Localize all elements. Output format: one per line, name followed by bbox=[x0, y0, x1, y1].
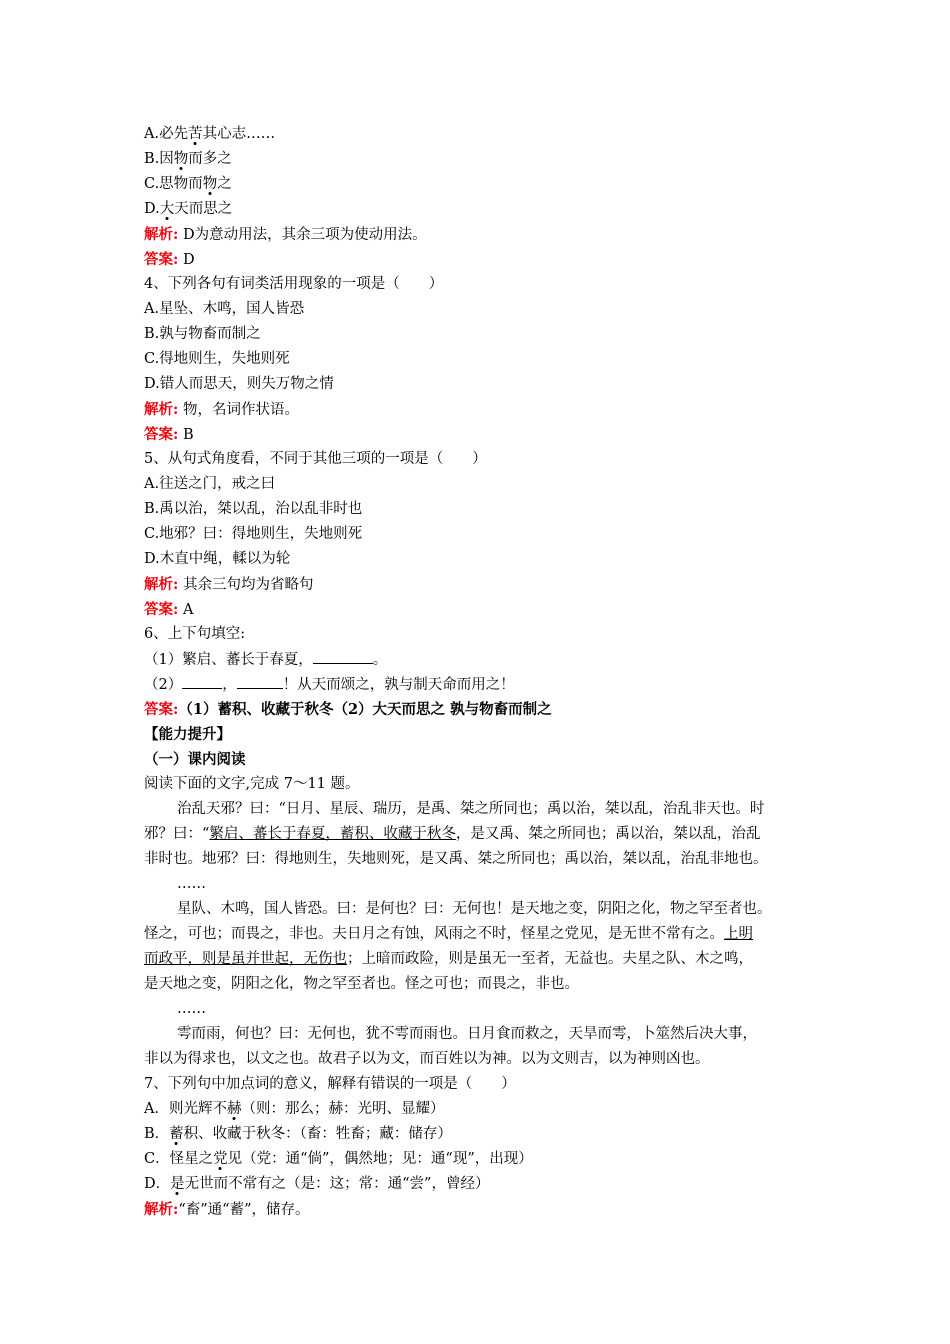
q6-line-2: （2） ， ！从天而颂之，孰与制天命而用之！ bbox=[144, 672, 824, 697]
q3-option-d: D.大天而思之 bbox=[144, 201, 233, 217]
passage-line: 治乱天邪？曰：“日月、星辰、瑞历，是禹、桀之所同也；禹以治，桀以乱，治乱非天也。时 bbox=[177, 801, 765, 817]
emphasis-dot-char: 大 bbox=[159, 201, 175, 217]
passage-ellipsis: …… bbox=[177, 1001, 206, 1017]
emphasis-dot-char: 苦 bbox=[188, 126, 203, 142]
passage-line: 邪？曰：“繁启、蕃长于春夏，蓄积、收藏于秋冬，是又禹、桀之所同也；禹以治，桀以乱，治乱 bbox=[144, 826, 761, 842]
q4-answer: 答案: B bbox=[144, 426, 194, 443]
passage-line: 怪之，可也；而畏之，非也。夫日月之有蚀，风雨之不时，怪星之党见，是无世不常有之。上明 bbox=[144, 926, 753, 942]
q7-analysis: 解析:“畜”通“蓄”，储存。 bbox=[144, 1201, 310, 1218]
fill-blank bbox=[313, 647, 373, 664]
q6-question: 6、上下句填空: bbox=[144, 626, 246, 642]
passage-line: 非时也。地邪？曰：得地则生，失地则死，是又禹、桀之所同也；禹以治，桀以乱，治乱非地也。 bbox=[144, 851, 768, 867]
analysis-label: 解析: bbox=[144, 226, 179, 243]
q7-option-d: D．是无世而不常有之（是：这；常：通“尝”，曾经） bbox=[144, 1176, 490, 1192]
q5-analysis: 解析: 其余三句均为省略句 bbox=[144, 576, 314, 593]
q7-option-c: C．怪星之党见（党：通“倘”，偶然地；见：通“现”，出现） bbox=[144, 1151, 533, 1167]
q6-line-1: （1）繁启、蕃长于春夏， 。 bbox=[144, 647, 824, 672]
document-body bbox=[144, 122, 824, 1222]
answer-label: 答案: bbox=[144, 251, 179, 268]
q4-option-c: C.得地则生，失地则死 bbox=[144, 351, 290, 367]
emphasis-dot-char: 党 bbox=[213, 1151, 228, 1167]
q7-option-a: A．则光辉不赫（则：那么；赫：光明、显耀） bbox=[144, 1101, 445, 1117]
q3-answer: 答案: D bbox=[144, 251, 195, 268]
emphasis-dot-char: 物 bbox=[202, 176, 218, 192]
passage-ellipsis: …… bbox=[177, 876, 206, 892]
underlined-text: 而政平，则是虽并世起，无伤也 bbox=[144, 951, 347, 967]
passage-line: 星队、木鸣，国人皆恐。曰：是何也？曰：无何也！是天地之变，阴阳之化，物之罕至者也。 bbox=[177, 901, 772, 917]
analysis-label: 解析: bbox=[144, 1201, 179, 1218]
q4-option-d: D.错人而思天，则失万物之情 bbox=[144, 376, 334, 392]
q5-question: 5、从句式角度看，不同于其他三项的一项是（ ） bbox=[144, 451, 487, 467]
analysis-label: 解析: bbox=[144, 576, 179, 593]
answer-label: 答案: bbox=[144, 701, 179, 718]
q4-analysis: 解析: 物，名词作状语。 bbox=[144, 401, 299, 418]
fill-blank bbox=[182, 672, 222, 689]
emphasis-dot-char: 物 bbox=[173, 151, 189, 167]
underlined-text: 繁启、蕃长于春夏，蓄积、收藏于秋冬 bbox=[209, 826, 456, 842]
emphasis-dot-char: 赫 bbox=[226, 1101, 242, 1117]
q5-option-b: B.禹以治，桀以乱，治以乱非时也 bbox=[144, 501, 363, 517]
analysis-label: 解析: bbox=[144, 401, 179, 418]
passage-line: 而政平，则是虽并世起，无伤也；上暗而政险，则是虽无一至者，无益也。夫星之队、木之鸣， bbox=[144, 951, 753, 967]
q7-question: 7、下列句中加点词的意义，解释有错误的一项是（ ） bbox=[144, 1076, 516, 1092]
answer-label: 答案: bbox=[144, 426, 179, 443]
fill-blank bbox=[237, 672, 283, 689]
q5-option-c: C.地邪？曰：得地则生，失地则死 bbox=[144, 526, 363, 542]
answer-label: 答案: bbox=[144, 601, 179, 618]
q3-option-a: A.必先苦其心志…… bbox=[144, 126, 276, 142]
q5-option-a: A.往送之门，戒之曰 bbox=[144, 476, 276, 492]
q5-option-d: D.木直中绳，輮以为轮 bbox=[144, 551, 291, 567]
q3-option-b: B.因物而多之 bbox=[144, 151, 232, 167]
underlined-text: 上明 bbox=[724, 926, 753, 942]
q6-answer: 答案:（1）蓄积、收藏于秋冬（2）大天而思之 孰与物畜而制之 bbox=[144, 701, 552, 718]
q4-option-a: A.星坠、木鸣，国人皆恐 bbox=[144, 301, 305, 317]
section-title: 【能力提升】 bbox=[144, 726, 231, 743]
reading-passage bbox=[144, 797, 824, 1072]
emphasis-dot-char: 是 bbox=[170, 1176, 185, 1192]
q4-option-b: B.孰与物畜而制之 bbox=[144, 326, 261, 342]
q7-option-b: B．蓄积、收藏于秋冬：（畜：牲畜；藏：储存） bbox=[144, 1126, 452, 1142]
passage-line: 非以为得求也，以文之也。故君子以为文，而百姓以为神。以为文则吉，以为神则凶也。 bbox=[144, 1051, 710, 1067]
emphasis-dot-char: 蓄 bbox=[169, 1126, 184, 1142]
passage-line: 雩而雨，何也？曰：无何也，犹不雩而雨也。日月食而救之，天旱而雩，卜筮然后决大事， bbox=[177, 1026, 757, 1042]
q5-answer: 答案: A bbox=[144, 601, 194, 618]
passage-line: 是天地之变，阴阳之化，物之罕至者也。怪之可也；而畏之，非也。 bbox=[144, 976, 579, 992]
section-subtitle: （一）课内阅读 bbox=[144, 751, 246, 768]
reading-intro: 阅读下面的文字,完成 7～11 题。 bbox=[144, 776, 360, 792]
q3-analysis: 解析: D为意动用法，其余三项为使动用法。 bbox=[144, 226, 427, 243]
q4-question: 4、下列各句有词类活用现象的一项是（ ） bbox=[144, 276, 444, 292]
q3-option-c: C.思物而物之 bbox=[144, 176, 232, 192]
